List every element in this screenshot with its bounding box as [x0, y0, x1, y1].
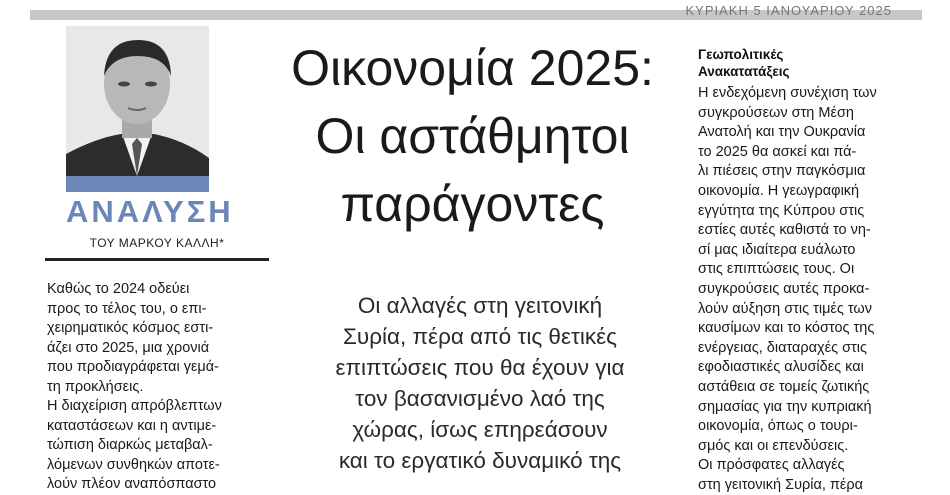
subheadline: [286, 290, 674, 476]
headline-line: Οι αστάθμητοι: [315, 108, 630, 164]
text-line: συγκρούσεων στη Μέση: [698, 104, 854, 121]
subheadline-line: Συρία, πέρα από τις θετικές: [343, 324, 617, 349]
text-line: καυσίμων και το κόστος της: [698, 320, 875, 337]
text-line: οικονομία, όπως ο τουρι-: [698, 418, 858, 435]
text-line: στη γειτονική Συρία, πέρα: [698, 476, 864, 493]
text-line: εγγύτητα της Κύπρου στις: [698, 202, 865, 219]
text-line: Οι πρόσφατες αλλαγές: [698, 457, 845, 474]
text-line: λούν πλέον αναπόσπαστο: [47, 476, 217, 492]
text-line: οικονομία. Η γεωγραφική: [698, 182, 860, 199]
byline-rule: [45, 258, 269, 261]
column-label: ΑΝΑΛΥΣΗ: [66, 194, 234, 229]
text-line: Καθώς το 2024 οδεύει: [47, 281, 190, 297]
text-line: σί μας ιδιαίτερα ευάλωτο: [698, 241, 856, 258]
text-line: Ανατολή και την Ουκρανία: [698, 124, 866, 141]
headline-line: παράγοντες: [340, 176, 605, 232]
header-section-label: ΚΥΡΙΑΚΗ 5 ΙΑΝΟΥΑΡΙΟΥ 2025: [685, 3, 892, 18]
subheadline-line: επιπτώσεις που θα έχουν για: [335, 355, 625, 380]
text-line: εστίες αυτές καθιστά το νη-: [698, 222, 871, 239]
text-line: τη προκλήσεις.: [47, 378, 144, 395]
text-line: προς το τέλος του, ο επι-: [47, 300, 207, 317]
subhead-line: Ανακατατάξεις: [698, 64, 790, 79]
text-line: συγκρούσεις αυτές προκα-: [698, 280, 870, 297]
text-line: ενέργειας, διαταραχές στις: [698, 339, 867, 356]
subheadline-line: και το εργατικό δυναμικό της: [338, 448, 622, 473]
text-line: σμός και οι επενδύσεις.: [698, 437, 849, 454]
subheadline-line: χώρας, ίσως επηρεάσουν: [352, 417, 608, 442]
right-column-subhead: [698, 46, 898, 80]
author-photo: [66, 26, 209, 176]
column-label-band: [66, 176, 209, 192]
headline-line: Οικονομία 2025:: [291, 40, 654, 96]
headline: [270, 34, 675, 238]
text-line: εφοδιαστικές αλυσίδες και: [698, 359, 864, 376]
text-line: λι πιέσεις στην παγκόσμια: [698, 163, 866, 180]
subhead-line: Γεωπολιτικές: [698, 47, 784, 62]
text-line: χειρηματικός κόσμος εστι-: [47, 320, 214, 336]
text-line: Η διαχείριση απρόβλεπτων: [47, 398, 222, 414]
subheadline-line: τον βασανισμένο λαό της: [355, 386, 605, 411]
text-line: τώπιση διαρκώς μεταβαλ-: [47, 437, 213, 453]
text-line: που προδιαγράφεται γεμά-: [47, 359, 219, 375]
text-line: Η ενδεχόμενη συνέχιση των: [698, 85, 877, 101]
text-line: λόμενων συνθηκών αποτε-: [47, 456, 220, 473]
text-line: άζει στο 2025, μια χρονιά: [47, 339, 210, 356]
byline: ΤΟΥ ΜΑΡΚΟΥ ΚΑΛΛΗ*: [89, 236, 225, 250]
text-line: αστάθεια σε τομείς ζωτικής: [698, 378, 870, 395]
text-line: σημασίας για την κυπριακή: [698, 398, 872, 415]
right-column-text: [698, 84, 898, 495]
text-line: λούν αύξηση στις τιμές των: [698, 300, 873, 317]
left-column-text: [47, 280, 269, 495]
header-rule: [30, 3, 922, 20]
text-line: στις επιπτώσεις τους. Οι: [698, 261, 855, 278]
subheadline-line: Οι αλλαγές στη γειτονική: [357, 293, 603, 318]
text-line: καταστάσεων και η αντιμε-: [47, 417, 217, 434]
text-line: το 2025 θα ασκεί και πά-: [698, 143, 857, 160]
